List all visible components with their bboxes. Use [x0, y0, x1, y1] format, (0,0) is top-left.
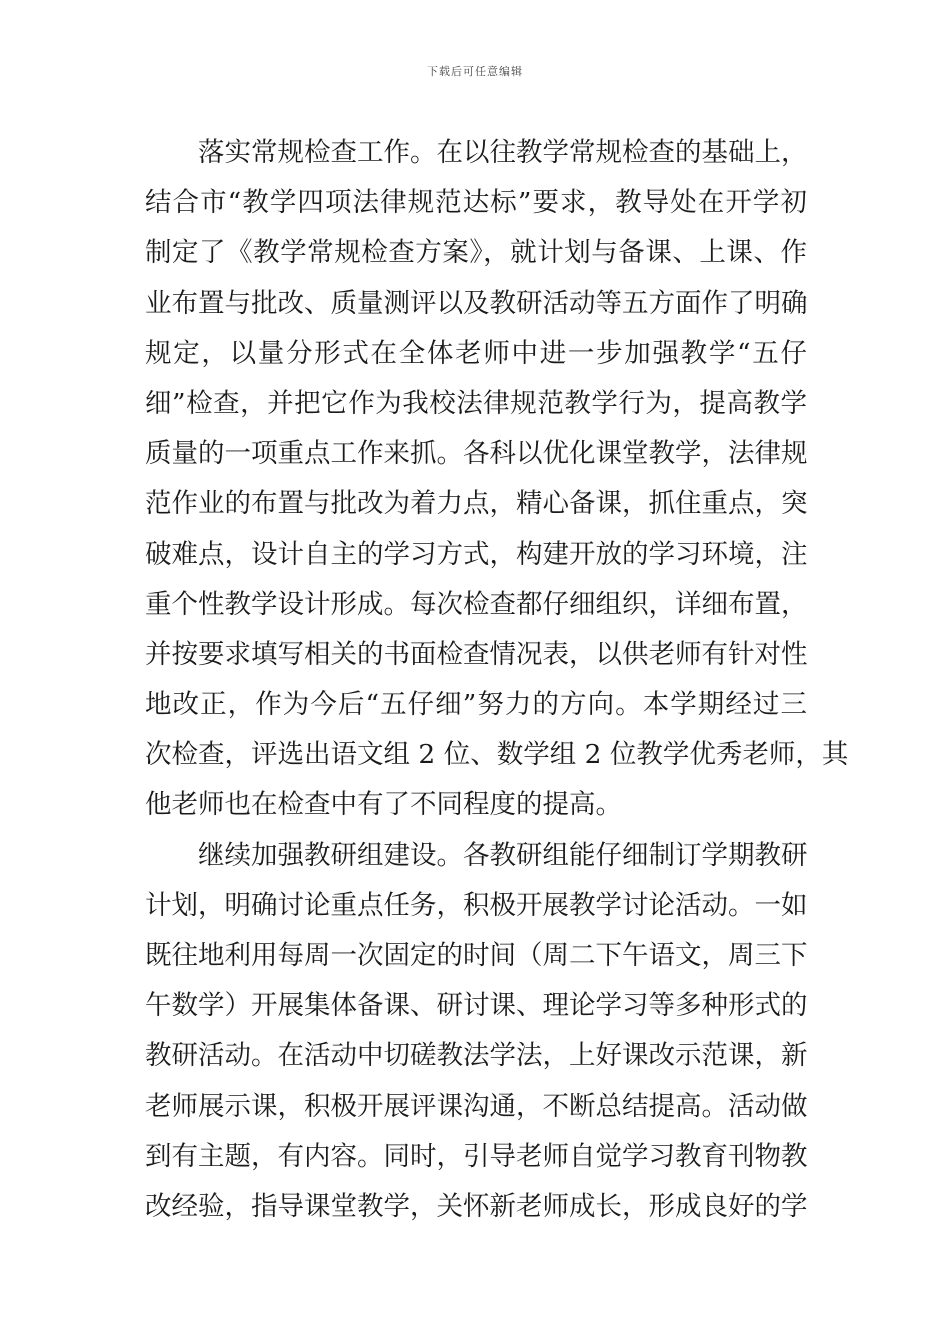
text-line: 结合市“教学四项法律规范达标”要求，教导处在开学初: [145, 187, 807, 219]
text-line: 规定，以量分形式在全体老师中进一步加强教学“五仔: [145, 337, 807, 369]
text-line: 地改正，作为今后“五仔细”努力的方向。本学期经过三: [145, 689, 807, 721]
text-line: 次检查，评选出语文组 2 位、数学组 2 位教学优秀老师，其: [145, 739, 849, 771]
text-line: 业布置与批改、质量测评以及教研活动等五方面作了明确: [145, 287, 808, 319]
text-line: 重个性教学设计形成。每次检查都仔细组织，详细布置，: [145, 588, 808, 620]
text-line: 制定了《教学常规检查方案》，就计划与备课、上课、作: [145, 237, 807, 269]
text-line: 质量的一项重点工作来抓。各科以优化课堂教学，法律规: [145, 438, 808, 470]
text-line: 既往地利用每周一次固定的时间（周二下午语文，周三下: [145, 940, 808, 971]
text-line: 落实常规检查工作。在以往教学常规检查的基础上，: [198, 137, 808, 168]
text-line: 午数学）开展集体备课、研讨课、理论学习等多种形式的: [145, 990, 808, 1022]
text-line: 继续加强教研组建设。各教研组能仔细制订学期教研: [198, 839, 808, 871]
text-line: 到有主题，有内容。同时，引导老师自觉学习教育刊物教: [145, 1140, 808, 1172]
text-line: 破难点，设计自主的学习方式，构建开放的学习环境，注: [145, 538, 808, 570]
text-line: 老师展示课，积极开展评课沟通，不断总结提高。活动做: [145, 1090, 808, 1122]
text-line: 改经验，指导课堂教学，关怀新老师成长，形成良好的学: [145, 1190, 808, 1222]
text-line: 细”检查，并把它作为我校法律规范教学行为，提高教学: [145, 387, 807, 419]
document-body: [145, 128, 849, 1232]
page-header: 下载后可任意编辑: [427, 65, 523, 78]
text-line: 他老师也在检查中有了不同程度的提高。: [145, 789, 622, 821]
text-line: 并按要求填写相关的书面检查情况表，以供老师有针对性: [145, 638, 808, 670]
paragraph-routine-inspection: [145, 128, 849, 831]
text-line: 教研活动。在活动中切磋教法学法，上好课改示范课，新: [145, 1040, 808, 1072]
text-line: 计划，明确讨论重点任务，积极开展教学讨论活动。一如: [145, 889, 808, 921]
paragraph-research-groups: [145, 831, 807, 1233]
text-line: 范作业的布置与批改为着力点，精心备课，抓住重点，突: [145, 488, 808, 520]
